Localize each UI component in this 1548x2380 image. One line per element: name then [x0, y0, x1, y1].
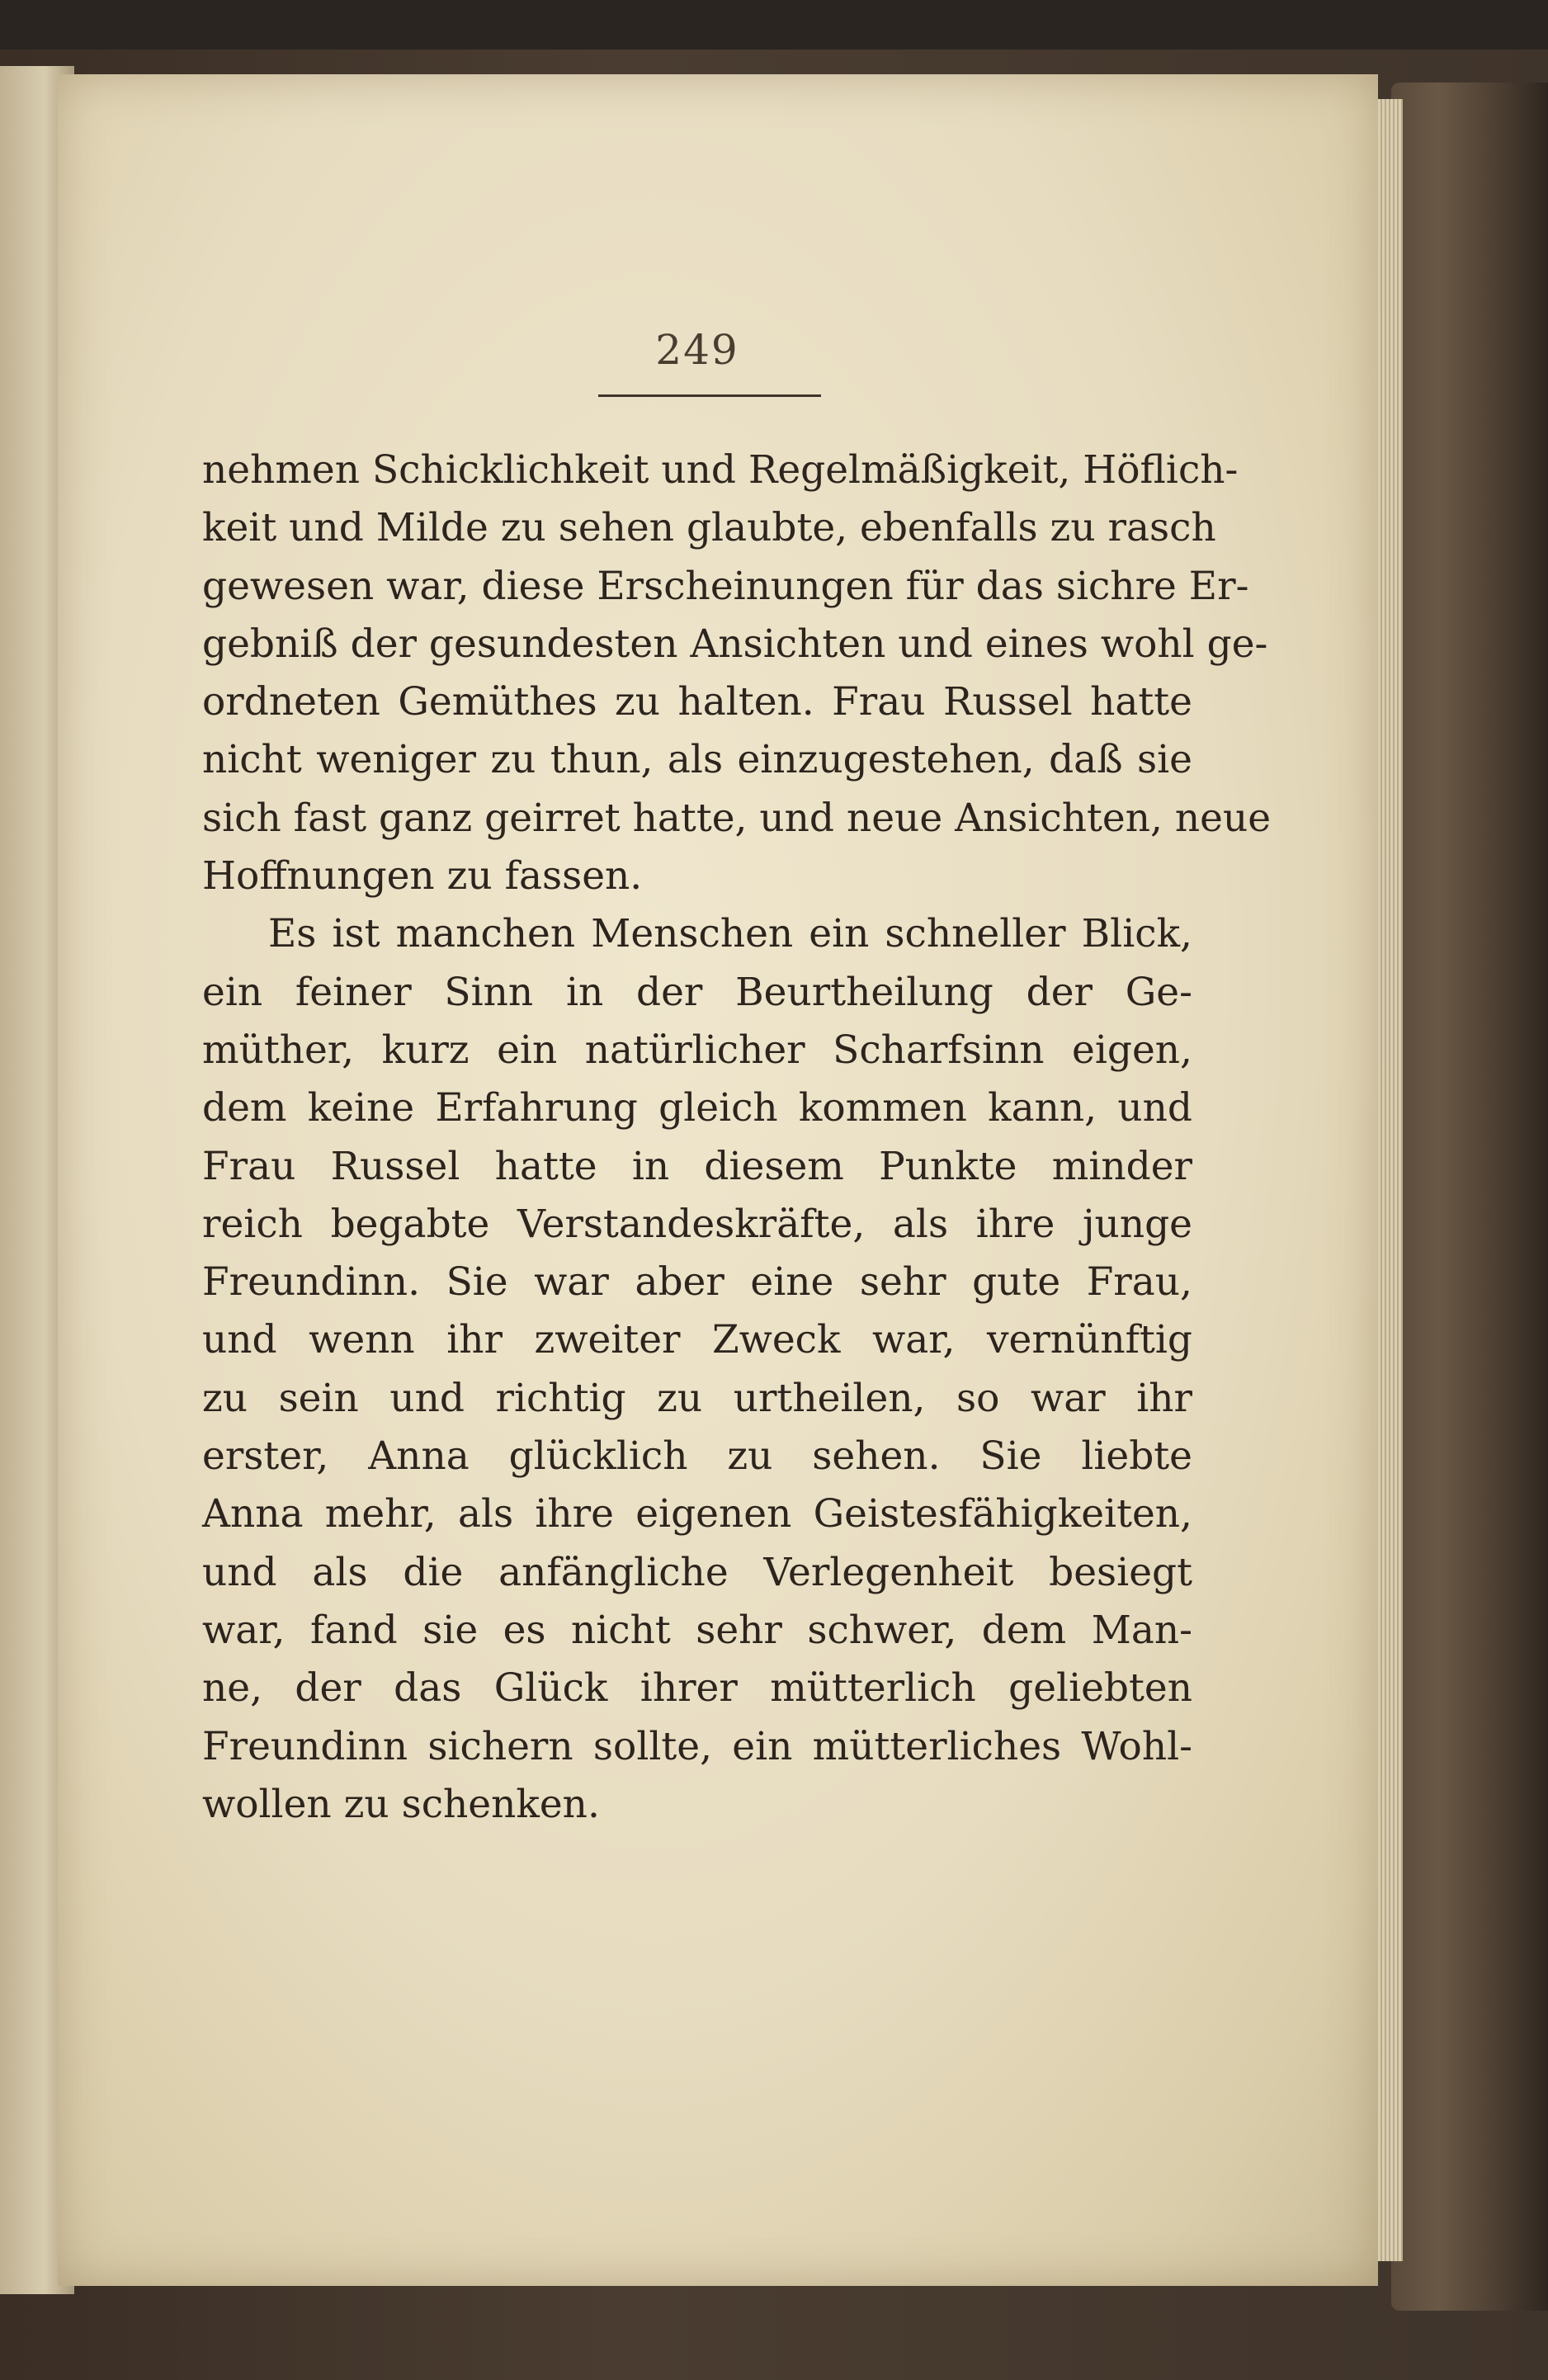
- text-line: Anna mehr, als ihre eigenen Geistesfähigkeiten,: [202, 1491, 1192, 1537]
- text-line: wollen zu schenken.: [202, 1781, 600, 1827]
- text-line: Es ist manchen Menschen ein schneller Blick,: [268, 911, 1192, 957]
- text-line: Hoffnungen zu fassen.: [202, 853, 643, 900]
- text-line: nicht weniger zu thun, als einzugestehen, daß sie: [202, 737, 1192, 783]
- header-rule: [598, 394, 821, 397]
- body-text: [202, 442, 1272, 1834]
- text-line: gewesen war, diese Erscheinungen für das sichre Er-: [202, 563, 1249, 609]
- text-line: war, fand sie es nicht sehr schwer, dem Man-: [202, 1607, 1192, 1653]
- text-line: keit und Milde zu sehen glaubte, ebenfalls zu rasch: [202, 505, 1216, 551]
- text-line: reich begabte Verstandeskräfte, als ihre junge: [202, 1201, 1192, 1247]
- text-line: dem keine Erfahrung gleich kommen kann, und: [202, 1085, 1192, 1131]
- text-line: zu sein und richtig zu urtheilen, so war ihr: [202, 1375, 1192, 1421]
- text-line: erster, Anna glücklich zu sehen. Sie liebte: [202, 1433, 1192, 1480]
- text-line: und als die anfängliche Verlegenheit besiegt: [202, 1549, 1192, 1595]
- text-line: ne, der das Glück ihrer mütterlich geliebten: [202, 1665, 1192, 1712]
- text-line: gebniß der gesundesten Ansichten und eines wohl ge-: [202, 621, 1268, 667]
- text-line: nehmen Schicklichkeit und Regelmäßigkeit, Höflich-: [202, 447, 1239, 493]
- page-number: 249: [655, 326, 739, 374]
- text-line: Freundinn. Sie war aber eine sehr gute Frau,: [202, 1259, 1192, 1306]
- text-line: müther, kurz ein natürlicher Scharfsinn eigen,: [202, 1027, 1192, 1073]
- book-page: [58, 74, 1378, 2286]
- text-line: und wenn ihr zweiter Zweck war, vernünftig: [202, 1317, 1192, 1363]
- text-line: Frau Russel hatte in diesem Punkte minder: [202, 1143, 1192, 1189]
- text-line: Freundinn sichern sollte, ein mütterliches Wohl-: [202, 1723, 1192, 1769]
- text-line: ordneten Gemüthes zu halten. Frau Russel hatte: [202, 679, 1192, 725]
- book-cover-edge: [1391, 83, 1548, 2311]
- text-line: sich fast ganz geirret hatte, und neue Ansichten, neue: [202, 795, 1272, 841]
- text-line: ein feiner Sinn in der Beurtheilung der Ge-: [202, 969, 1192, 1015]
